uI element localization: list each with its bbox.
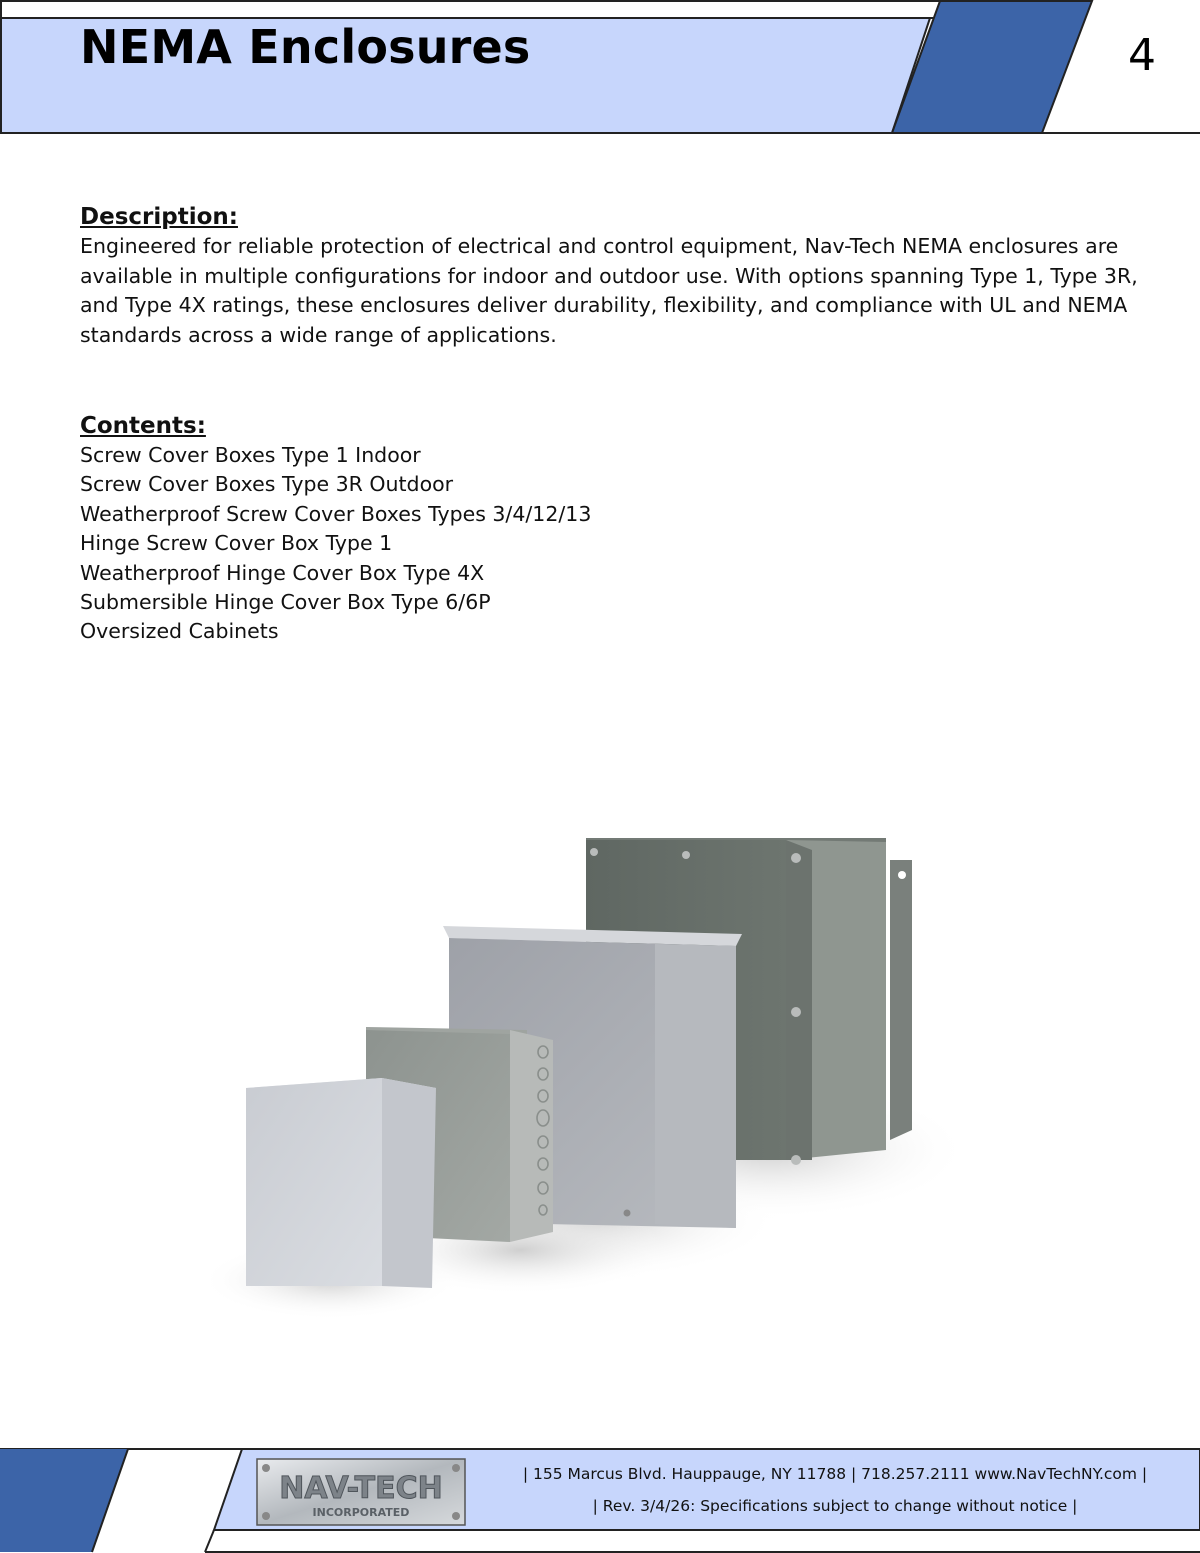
- list-item: Screw Cover Boxes Type 3R Outdoor: [80, 472, 454, 497]
- contents-heading: Contents:: [80, 413, 206, 439]
- description-heading: Description:: [80, 204, 238, 230]
- svg-text:INCORPORATED: INCORPORATED: [312, 1506, 410, 1519]
- list-item: Weatherproof Hinge Cover Box Type 4X: [80, 560, 485, 585]
- list-item: Submersible Hinge Cover Box Type 6/6P: [80, 590, 491, 615]
- contents-section: [80, 411, 1140, 647]
- description-section: [80, 202, 1140, 350]
- list-item: Screw Cover Boxes Type 1 Indoor: [80, 443, 421, 467]
- list-item: Oversized Cabinets: [80, 619, 279, 644]
- page-number: 4: [1128, 30, 1156, 81]
- page-title: NEMA Enclosures: [80, 20, 531, 74]
- svg-text:NAV-TECH: NAV-TECH: [279, 1471, 443, 1506]
- description-body: Engineered for reliable protection of electrical and control equipment, Nav-Tech NEMA enclosures are available in multiple configurations for indoor and outdoor use. With options spanning Type 1, Type 3R, and Type 4X ratings, these enclosures deliver durability, flexibility, and compliance with UL and NEMA standards across a wide range of applications.: [80, 234, 1138, 347]
- list-item: Hinge Screw Cover Box Type 1: [80, 531, 393, 556]
- footer-address: | 155 Marcus Blvd. Hauppauge, NY 11788 | 718.257.2111 www.NavTechNY.com |: [522, 1465, 1148, 1483]
- list-item: Weatherproof Screw Cover Boxes Types 3/4/12/13: [80, 501, 592, 526]
- footer-revision: | Rev. 3/4/26: Specifications subject to change without notice |: [592, 1497, 1078, 1515]
- enclosures-product-image: [200, 830, 980, 1330]
- contents-list: [80, 441, 1140, 647]
- nav-tech-logo: [256, 1458, 466, 1526]
